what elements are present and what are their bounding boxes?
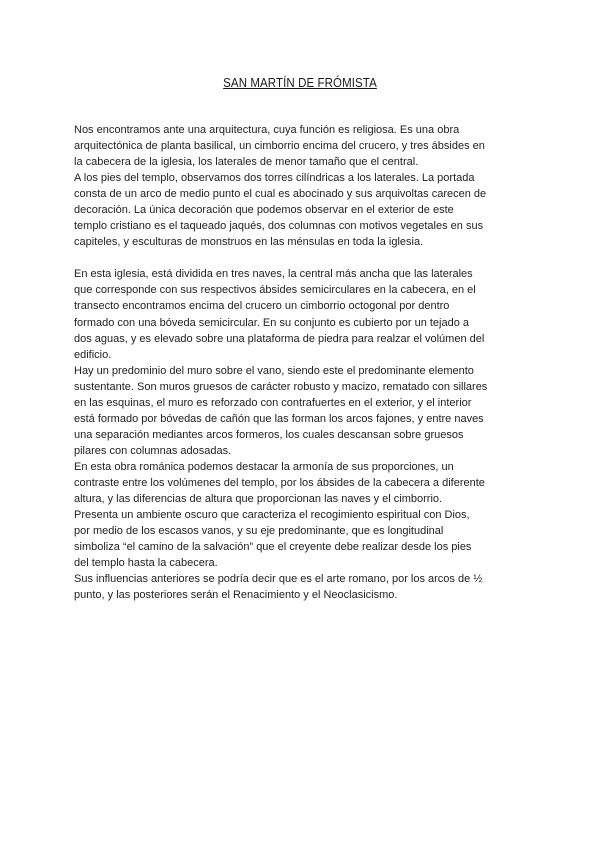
text-line: simboliza “el camino de la salvación” que el creyente debe realizar desde los pies bbox=[74, 541, 472, 554]
text-line: en las esquinas, el muro es reforzado con contrafuertes en el exterior, y el interior bbox=[74, 396, 472, 409]
document-body bbox=[74, 122, 526, 603]
text-line: pilares con columnas adosadas. bbox=[74, 444, 232, 457]
text-line: capiteles, y esculturas de monstruos en las ménsulas en toda la iglesia. bbox=[74, 236, 424, 249]
text-line: edificio. bbox=[74, 348, 112, 361]
text-line: En esta iglesia, está dividida en tres naves, la central más ancha que las laterales bbox=[74, 268, 473, 281]
text-line: Sus influencias anteriores se podría decir que es el arte romano, por los arcos de ½ bbox=[74, 573, 483, 586]
text-line: Hay un predominio del muro sobre el vano, siendo este el predominante elemento bbox=[74, 364, 474, 377]
text-line: decoración. La única decoración que podemos observar en el exterior de este bbox=[74, 204, 454, 217]
text-line: consta de un arco de medio punto el cual es abocinado y sus arquivoltas carecen de bbox=[74, 188, 487, 201]
text-line: Nos encontramos ante una arquitectura, cuya función es religiosa. Es una obra bbox=[74, 124, 460, 136]
text-line: En esta obra románica podemos destacar la armonía de sus proporciones, un bbox=[74, 460, 454, 473]
paragraph-2 bbox=[74, 266, 526, 603]
text-line: está formado por bóvedas de cañón que las forman los arcos fajones, y entre naves bbox=[74, 412, 484, 425]
text-line: transecto encontramos encima del crucero un cimborrio octogonal por dentro bbox=[74, 300, 450, 313]
text-line: una separación mediantes arcos formeros, los cuales descansan sobre gruesos bbox=[74, 428, 464, 441]
text-line: arquitectónica de planta basilical, un cimborrio encima del crucero, y tres ábsides en bbox=[74, 140, 485, 153]
document-title: SAN MARTÍN DE FRÓMISTA bbox=[223, 76, 377, 90]
text-line: punto, y las posteriores serán el Renacimiento y el Neoclasicismo. bbox=[74, 589, 398, 602]
text-line: del templo hasta la cabecera. bbox=[74, 557, 218, 570]
text-line: que corresponde con sus respectivos ábsides semicirculares en la cabecera, en el bbox=[74, 284, 476, 297]
text-line: altura, y las diferencias de altura que proporcionan las naves y el cimborrio. bbox=[74, 493, 443, 506]
text-line: contraste entre los volúmenes del templo, por los ábsides de la cabecera a diferente bbox=[74, 476, 485, 489]
text-line: formado con una bóveda semicircular. En su conjunto es cubierto por un tejado a bbox=[74, 316, 470, 329]
text-line: Presenta un ambiente oscuro que caracteriza el recogimiento espiritual con Dios, bbox=[74, 509, 470, 522]
paragraph-1 bbox=[74, 122, 526, 250]
paragraph-gap bbox=[74, 250, 526, 266]
text-line: templo cristiano es el taqueado jaqués, dos columnas con motivos vegetales en sus bbox=[74, 220, 484, 233]
text-line: la cabecera de la iglesia, los laterales de menor tamaño que el central. bbox=[74, 156, 419, 169]
text-line: por medio de los escasos vanos, y su eje predominante, que es longitudinal bbox=[74, 525, 444, 538]
text-line: sustentante. Son muros gruesos de carácter robusto y macizo, rematado con sillares bbox=[74, 380, 488, 393]
text-line: dos aguas, y es elevado sobre una plataforma de piedra para realzar el volúmen del bbox=[74, 332, 485, 345]
text-line: A los pies del templo, observamos dos torres cilíndricas a los laterales. La portada bbox=[74, 172, 475, 185]
